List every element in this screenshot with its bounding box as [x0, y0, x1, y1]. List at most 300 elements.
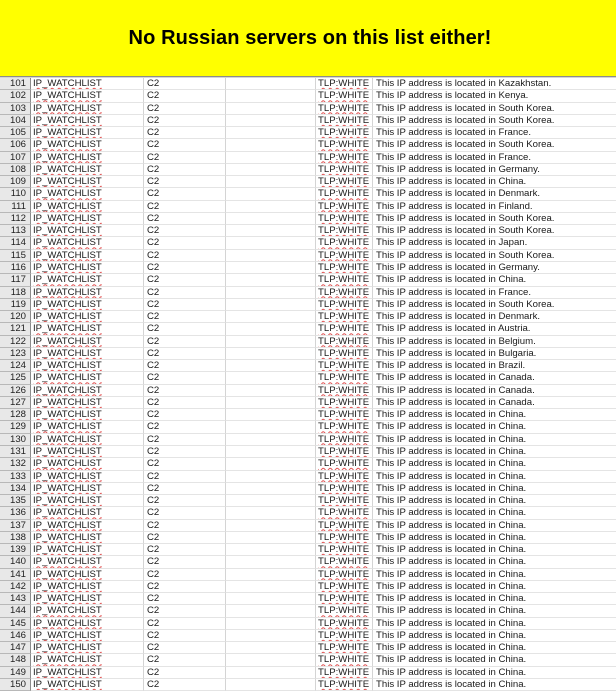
table-row[interactable]: [0, 213, 616, 225]
cell-category[interactable]: C2: [144, 544, 226, 556]
cell-description[interactable]: This IP address is located in Canada.: [373, 385, 616, 397]
row-number[interactable]: 115: [0, 250, 31, 262]
cell-type[interactable]: [31, 274, 144, 286]
cell-category[interactable]: C2: [144, 225, 226, 237]
cell-tlp[interactable]: [316, 336, 373, 348]
cell-category[interactable]: C2: [144, 495, 226, 507]
cell-description[interactable]: This IP address is located in Germany.: [373, 262, 616, 274]
row-number[interactable]: 137: [0, 520, 31, 532]
table-row[interactable]: [0, 409, 616, 421]
cell-description[interactable]: This IP address is located in China.: [373, 176, 616, 188]
cell-type[interactable]: [31, 581, 144, 593]
cell-empty[interactable]: [226, 336, 316, 348]
cell-empty[interactable]: [226, 397, 316, 409]
cell-empty[interactable]: [226, 409, 316, 421]
cell-tlp[interactable]: [316, 507, 373, 519]
cell-empty[interactable]: [226, 225, 316, 237]
cell-empty[interactable]: [226, 213, 316, 225]
cell-type[interactable]: [31, 237, 144, 249]
table-row[interactable]: [0, 139, 616, 151]
cell-category[interactable]: C2: [144, 483, 226, 495]
cell-description[interactable]: This IP address is located in China.: [373, 520, 616, 532]
cell-empty[interactable]: [226, 605, 316, 617]
cell-tlp[interactable]: [316, 360, 373, 372]
cell-tlp[interactable]: [316, 458, 373, 470]
cell-type[interactable]: [31, 667, 144, 679]
table-row[interactable]: [0, 434, 616, 446]
cell-tlp[interactable]: [316, 581, 373, 593]
cell-empty[interactable]: [226, 299, 316, 311]
row-number[interactable]: 147: [0, 642, 31, 654]
cell-description[interactable]: This IP address is located in China.: [373, 630, 616, 642]
cell-category[interactable]: C2: [144, 409, 226, 421]
table-row[interactable]: [0, 360, 616, 372]
table-row[interactable]: [0, 544, 616, 556]
cell-description[interactable]: This IP address is located in China.: [373, 532, 616, 544]
row-number[interactable]: 128: [0, 409, 31, 421]
cell-empty[interactable]: [226, 495, 316, 507]
cell-empty[interactable]: [226, 115, 316, 127]
cell-type[interactable]: [31, 127, 144, 139]
cell-description[interactable]: This IP address is located in China.: [373, 421, 616, 433]
cell-category[interactable]: C2: [144, 397, 226, 409]
table-row[interactable]: [0, 642, 616, 654]
cell-type[interactable]: [31, 360, 144, 372]
cell-tlp[interactable]: [316, 471, 373, 483]
table-row[interactable]: [0, 495, 616, 507]
row-number[interactable]: 123: [0, 348, 31, 360]
cell-description[interactable]: This IP address is located in South Korea.: [373, 299, 616, 311]
cell-description[interactable]: This IP address is located in Denmark.: [373, 311, 616, 323]
cell-empty[interactable]: [226, 593, 316, 605]
table-row[interactable]: [0, 262, 616, 274]
table-row[interactable]: [0, 115, 616, 127]
cell-description[interactable]: This IP address is located in China.: [373, 654, 616, 666]
cell-type[interactable]: [31, 287, 144, 299]
cell-description[interactable]: This IP address is located in Canada.: [373, 372, 616, 384]
cell-empty[interactable]: [226, 532, 316, 544]
cell-type[interactable]: [31, 409, 144, 421]
cell-description[interactable]: This IP address is located in France.: [373, 152, 616, 164]
cell-tlp[interactable]: [316, 483, 373, 495]
cell-description[interactable]: This IP address is located in Germany.: [373, 164, 616, 176]
table-row[interactable]: [0, 311, 616, 323]
cell-empty[interactable]: [226, 507, 316, 519]
cell-empty[interactable]: [226, 78, 316, 90]
cell-empty[interactable]: [226, 446, 316, 458]
cell-tlp[interactable]: [316, 201, 373, 213]
row-number[interactable]: 108: [0, 164, 31, 176]
cell-type[interactable]: [31, 397, 144, 409]
cell-empty[interactable]: [226, 434, 316, 446]
row-number[interactable]: 132: [0, 458, 31, 470]
table-row[interactable]: [0, 78, 616, 90]
table-row[interactable]: [0, 581, 616, 593]
cell-empty[interactable]: [226, 471, 316, 483]
cell-description[interactable]: This IP address is located in China.: [373, 544, 616, 556]
cell-tlp[interactable]: [316, 372, 373, 384]
row-number[interactable]: 113: [0, 225, 31, 237]
table-row[interactable]: [0, 372, 616, 384]
cell-category[interactable]: C2: [144, 336, 226, 348]
cell-type[interactable]: [31, 507, 144, 519]
cell-empty[interactable]: [226, 458, 316, 470]
cell-empty[interactable]: [226, 421, 316, 433]
row-number[interactable]: 107: [0, 152, 31, 164]
cell-category[interactable]: C2: [144, 569, 226, 581]
cell-category[interactable]: C2: [144, 630, 226, 642]
cell-category[interactable]: C2: [144, 532, 226, 544]
cell-tlp[interactable]: [316, 287, 373, 299]
cell-tlp[interactable]: [316, 421, 373, 433]
cell-type[interactable]: [31, 556, 144, 568]
cell-empty[interactable]: [226, 127, 316, 139]
cell-description[interactable]: This IP address is located in Belgium.: [373, 336, 616, 348]
cell-type[interactable]: [31, 471, 144, 483]
cell-type[interactable]: [31, 446, 144, 458]
cell-type[interactable]: [31, 299, 144, 311]
cell-description[interactable]: This IP address is located in China.: [373, 593, 616, 605]
cell-tlp[interactable]: [316, 495, 373, 507]
cell-tlp[interactable]: [316, 385, 373, 397]
cell-tlp[interactable]: [316, 532, 373, 544]
cell-category[interactable]: C2: [144, 556, 226, 568]
cell-empty[interactable]: [226, 348, 316, 360]
cell-type[interactable]: [31, 605, 144, 617]
cell-empty[interactable]: [226, 139, 316, 151]
cell-category[interactable]: C2: [144, 471, 226, 483]
cell-tlp[interactable]: [316, 654, 373, 666]
row-number[interactable]: 136: [0, 507, 31, 519]
cell-category[interactable]: C2: [144, 385, 226, 397]
cell-type[interactable]: [31, 262, 144, 274]
cell-type[interactable]: [31, 164, 144, 176]
cell-type[interactable]: [31, 201, 144, 213]
cell-description[interactable]: This IP address is located in France.: [373, 287, 616, 299]
table-row[interactable]: [0, 90, 616, 102]
cell-tlp[interactable]: [316, 164, 373, 176]
cell-type[interactable]: [31, 372, 144, 384]
table-row[interactable]: [0, 299, 616, 311]
cell-tlp[interactable]: [316, 262, 373, 274]
cell-tlp[interactable]: [316, 237, 373, 249]
table-row[interactable]: [0, 250, 616, 262]
cell-empty[interactable]: [226, 250, 316, 262]
cell-tlp[interactable]: [316, 213, 373, 225]
cell-empty[interactable]: [226, 201, 316, 213]
table-row[interactable]: [0, 605, 616, 617]
cell-category[interactable]: C2: [144, 593, 226, 605]
cell-description[interactable]: This IP address is located in South Korea.: [373, 225, 616, 237]
row-number[interactable]: 124: [0, 360, 31, 372]
cell-tlp[interactable]: [316, 348, 373, 360]
cell-description[interactable]: This IP address is located in China.: [373, 642, 616, 654]
row-number[interactable]: 118: [0, 287, 31, 299]
row-number[interactable]: 144: [0, 605, 31, 617]
row-number[interactable]: 139: [0, 544, 31, 556]
cell-tlp[interactable]: [316, 225, 373, 237]
cell-description[interactable]: This IP address is located in Japan.: [373, 237, 616, 249]
cell-description[interactable]: This IP address is located in China.: [373, 434, 616, 446]
cell-category[interactable]: C2: [144, 90, 226, 102]
cell-empty[interactable]: [226, 667, 316, 679]
cell-category[interactable]: C2: [144, 287, 226, 299]
cell-type[interactable]: [31, 115, 144, 127]
cell-category[interactable]: C2: [144, 299, 226, 311]
row-number[interactable]: 102: [0, 90, 31, 102]
cell-category[interactable]: C2: [144, 507, 226, 519]
cell-tlp[interactable]: [316, 667, 373, 679]
cell-tlp[interactable]: [316, 520, 373, 532]
cell-category[interactable]: C2: [144, 446, 226, 458]
table-row[interactable]: [0, 188, 616, 200]
cell-type[interactable]: [31, 520, 144, 532]
table-row[interactable]: [0, 397, 616, 409]
row-number[interactable]: 122: [0, 336, 31, 348]
table-row[interactable]: [0, 593, 616, 605]
cell-category[interactable]: C2: [144, 581, 226, 593]
row-number[interactable]: 121: [0, 323, 31, 335]
cell-tlp[interactable]: [316, 434, 373, 446]
row-number[interactable]: 143: [0, 593, 31, 605]
row-number[interactable]: 103: [0, 103, 31, 115]
row-number[interactable]: 110: [0, 188, 31, 200]
cell-type[interactable]: [31, 593, 144, 605]
table-row[interactable]: [0, 667, 616, 679]
cell-tlp[interactable]: [316, 139, 373, 151]
cell-category[interactable]: C2: [144, 654, 226, 666]
row-number[interactable]: 114: [0, 237, 31, 249]
cell-type[interactable]: [31, 495, 144, 507]
cell-category[interactable]: C2: [144, 262, 226, 274]
cell-description[interactable]: This IP address is located in Finland.: [373, 201, 616, 213]
cell-empty[interactable]: [226, 569, 316, 581]
cell-tlp[interactable]: [316, 103, 373, 115]
cell-category[interactable]: C2: [144, 78, 226, 90]
row-number[interactable]: 120: [0, 311, 31, 323]
cell-type[interactable]: [31, 434, 144, 446]
row-number[interactable]: 148: [0, 654, 31, 666]
cell-category[interactable]: C2: [144, 520, 226, 532]
cell-type[interactable]: [31, 654, 144, 666]
cell-empty[interactable]: [226, 483, 316, 495]
cell-empty[interactable]: [226, 630, 316, 642]
cell-tlp[interactable]: [316, 90, 373, 102]
cell-description[interactable]: This IP address is located in South Korea.: [373, 139, 616, 151]
cell-type[interactable]: [31, 385, 144, 397]
row-number[interactable]: 133: [0, 471, 31, 483]
cell-empty[interactable]: [226, 654, 316, 666]
table-row[interactable]: [0, 237, 616, 249]
table-row[interactable]: [0, 421, 616, 433]
row-number[interactable]: 112: [0, 213, 31, 225]
cell-category[interactable]: C2: [144, 605, 226, 617]
cell-category[interactable]: C2: [144, 372, 226, 384]
cell-description[interactable]: This IP address is located in Denmark.: [373, 188, 616, 200]
cell-description[interactable]: This IP address is located in South Korea.: [373, 250, 616, 262]
cell-category[interactable]: C2: [144, 213, 226, 225]
table-row[interactable]: [0, 458, 616, 470]
row-number[interactable]: 116: [0, 262, 31, 274]
cell-type[interactable]: [31, 311, 144, 323]
row-number[interactable]: 127: [0, 397, 31, 409]
cell-category[interactable]: C2: [144, 311, 226, 323]
cell-description[interactable]: This IP address is located in China.: [373, 507, 616, 519]
row-number[interactable]: 141: [0, 569, 31, 581]
cell-description[interactable]: This IP address is located in South Korea.: [373, 103, 616, 115]
cell-tlp[interactable]: [316, 78, 373, 90]
cell-category[interactable]: C2: [144, 434, 226, 446]
cell-tlp[interactable]: [316, 618, 373, 630]
cell-category[interactable]: C2: [144, 176, 226, 188]
row-number[interactable]: 109: [0, 176, 31, 188]
cell-description[interactable]: This IP address is located in South Korea.: [373, 213, 616, 225]
cell-description[interactable]: This IP address is located in Bulgaria.: [373, 348, 616, 360]
cell-description[interactable]: This IP address is located in China.: [373, 679, 616, 691]
cell-tlp[interactable]: [316, 569, 373, 581]
cell-description[interactable]: This IP address is located in China.: [373, 483, 616, 495]
cell-tlp[interactable]: [316, 397, 373, 409]
cell-tlp[interactable]: [316, 127, 373, 139]
cell-category[interactable]: C2: [144, 458, 226, 470]
cell-type[interactable]: [31, 188, 144, 200]
row-number[interactable]: 146: [0, 630, 31, 642]
cell-description[interactable]: This IP address is located in China.: [373, 471, 616, 483]
cell-description[interactable]: This IP address is located in China.: [373, 569, 616, 581]
cell-empty[interactable]: [226, 581, 316, 593]
cell-empty[interactable]: [226, 556, 316, 568]
cell-type[interactable]: [31, 544, 144, 556]
cell-empty[interactable]: [226, 262, 316, 274]
cell-type[interactable]: [31, 679, 144, 691]
cell-empty[interactable]: [226, 642, 316, 654]
table-row[interactable]: [0, 103, 616, 115]
cell-category[interactable]: C2: [144, 667, 226, 679]
cell-tlp[interactable]: [316, 630, 373, 642]
cell-description[interactable]: This IP address is located in China.: [373, 618, 616, 630]
row-number[interactable]: 138: [0, 532, 31, 544]
cell-type[interactable]: [31, 348, 144, 360]
cell-category[interactable]: C2: [144, 103, 226, 115]
cell-type[interactable]: [31, 176, 144, 188]
table-row[interactable]: [0, 654, 616, 666]
cell-type[interactable]: [31, 532, 144, 544]
cell-description[interactable]: This IP address is located in China.: [373, 556, 616, 568]
cell-tlp[interactable]: [316, 299, 373, 311]
cell-category[interactable]: C2: [144, 188, 226, 200]
cell-tlp[interactable]: [316, 250, 373, 262]
cell-type[interactable]: [31, 213, 144, 225]
cell-description[interactable]: This IP address is located in China.: [373, 446, 616, 458]
table-row[interactable]: [0, 630, 616, 642]
cell-empty[interactable]: [226, 544, 316, 556]
cell-empty[interactable]: [226, 103, 316, 115]
cell-description[interactable]: This IP address is located in China.: [373, 605, 616, 617]
table-row[interactable]: [0, 176, 616, 188]
cell-empty[interactable]: [226, 679, 316, 691]
cell-description[interactable]: This IP address is located in France.: [373, 127, 616, 139]
cell-category[interactable]: C2: [144, 618, 226, 630]
cell-empty[interactable]: [226, 385, 316, 397]
cell-empty[interactable]: [226, 311, 316, 323]
cell-empty[interactable]: [226, 520, 316, 532]
cell-description[interactable]: This IP address is located in Kazakhstan.: [373, 78, 616, 90]
table-row[interactable]: [0, 225, 616, 237]
cell-type[interactable]: [31, 421, 144, 433]
table-row[interactable]: [0, 287, 616, 299]
table-row[interactable]: [0, 164, 616, 176]
cell-category[interactable]: C2: [144, 360, 226, 372]
cell-tlp[interactable]: [316, 176, 373, 188]
cell-tlp[interactable]: [316, 152, 373, 164]
cell-category[interactable]: C2: [144, 250, 226, 262]
cell-category[interactable]: C2: [144, 323, 226, 335]
row-number[interactable]: 150: [0, 679, 31, 691]
row-number[interactable]: 149: [0, 667, 31, 679]
cell-type[interactable]: [31, 569, 144, 581]
cell-empty[interactable]: [226, 237, 316, 249]
row-number[interactable]: 135: [0, 495, 31, 507]
cell-empty[interactable]: [226, 90, 316, 102]
table-row[interactable]: [0, 556, 616, 568]
cell-type[interactable]: [31, 103, 144, 115]
cell-category[interactable]: C2: [144, 642, 226, 654]
table-row[interactable]: [0, 323, 616, 335]
table-row[interactable]: [0, 152, 616, 164]
cell-type[interactable]: [31, 139, 144, 151]
cell-category[interactable]: C2: [144, 201, 226, 213]
cell-category[interactable]: C2: [144, 115, 226, 127]
cell-description[interactable]: This IP address is located in China.: [373, 495, 616, 507]
cell-description[interactable]: This IP address is located in South Korea.: [373, 115, 616, 127]
table-row[interactable]: [0, 336, 616, 348]
table-row[interactable]: [0, 385, 616, 397]
table-row[interactable]: [0, 532, 616, 544]
cell-empty[interactable]: [226, 360, 316, 372]
row-number[interactable]: 140: [0, 556, 31, 568]
cell-empty[interactable]: [226, 152, 316, 164]
cell-category[interactable]: C2: [144, 152, 226, 164]
table-row[interactable]: [0, 274, 616, 286]
cell-description[interactable]: This IP address is located in China.: [373, 667, 616, 679]
cell-empty[interactable]: [226, 274, 316, 286]
table-row[interactable]: [0, 507, 616, 519]
cell-tlp[interactable]: [316, 679, 373, 691]
row-number[interactable]: 126: [0, 385, 31, 397]
cell-tlp[interactable]: [316, 311, 373, 323]
cell-type[interactable]: [31, 618, 144, 630]
cell-description[interactable]: This IP address is located in China.: [373, 274, 616, 286]
table-row[interactable]: [0, 483, 616, 495]
table-row[interactable]: [0, 348, 616, 360]
cell-tlp[interactable]: [316, 642, 373, 654]
cell-description[interactable]: This IP address is located in China.: [373, 581, 616, 593]
cell-tlp[interactable]: [316, 544, 373, 556]
row-number[interactable]: 142: [0, 581, 31, 593]
row-number[interactable]: 106: [0, 139, 31, 151]
cell-type[interactable]: [31, 642, 144, 654]
cell-category[interactable]: C2: [144, 164, 226, 176]
cell-empty[interactable]: [226, 287, 316, 299]
row-number[interactable]: 104: [0, 115, 31, 127]
row-number[interactable]: 125: [0, 372, 31, 384]
cell-description[interactable]: This IP address is located in Brazil.: [373, 360, 616, 372]
cell-empty[interactable]: [226, 323, 316, 335]
cell-description[interactable]: This IP address is located in Canada.: [373, 397, 616, 409]
cell-empty[interactable]: [226, 372, 316, 384]
cell-category[interactable]: C2: [144, 421, 226, 433]
cell-empty[interactable]: [226, 164, 316, 176]
